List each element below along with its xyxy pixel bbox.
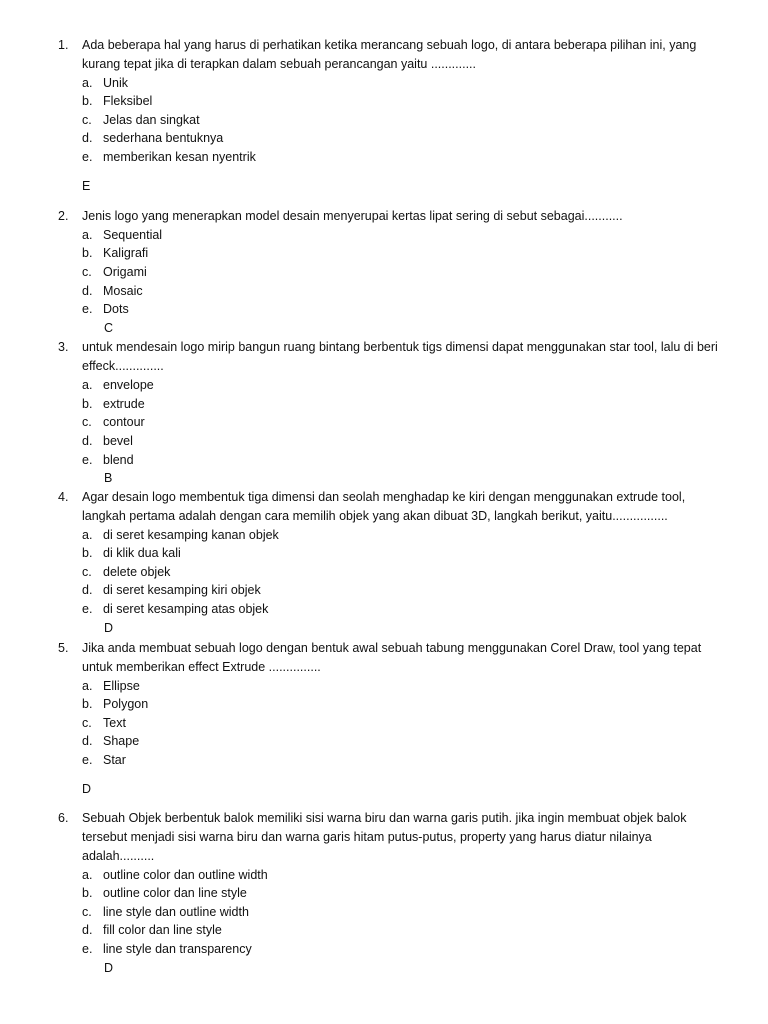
option-text: memberikan kesan nyentrik [103, 150, 256, 164]
option-text: extrude [103, 397, 145, 411]
question-number: 6. [58, 811, 69, 825]
option-letter: d. [82, 434, 93, 448]
answer-key: D [104, 961, 114, 975]
option-letter: a. [82, 679, 93, 693]
option-letter: b. [82, 397, 93, 411]
option-text: Ellipse [103, 679, 140, 693]
question-text-line: tersebut menjadi sisi warna biru dan warna garis hitam putus-putus, property yang harus diatur nilainya [82, 830, 652, 844]
question-text-line: Jenis logo yang menerapkan model desain menyerupai kertas lipat sering di sebut sebagai........... [82, 209, 623, 223]
answer-key: E [82, 179, 91, 193]
option-text: Fleksibel [103, 94, 153, 108]
question-text-line: Sebuah Objek berbentuk balok memiliki sisi warna biru dan warna garis putih. jika ingin membuat objek balok [82, 811, 687, 825]
question-text-line: effeck.............. [82, 359, 164, 373]
option-letter: c. [82, 415, 92, 429]
option-letter: d. [82, 284, 93, 298]
option-letter: e. [82, 602, 93, 616]
question-number: 3. [58, 340, 69, 354]
question-text-line: langkah pertama adalah dengan cara memilih objek yang akan dibuat 3D, langkah berikut, yaitu................ [82, 509, 668, 523]
option-letter: a. [82, 868, 93, 882]
option-text: delete objek [103, 565, 171, 579]
option-letter: b. [82, 246, 93, 260]
option-letter: c. [82, 905, 92, 919]
option-letter: b. [82, 886, 93, 900]
answer-key: D [82, 782, 92, 796]
option-letter: b. [82, 94, 93, 108]
question-text-line: untuk mendesain logo mirip bangun ruang bintang berbentuk tigs dimensi dapat menggunakan star tool, lalu di beri [82, 340, 718, 354]
option-letter: c. [82, 113, 92, 127]
question-text-line: Jika anda membuat sebuah logo dengan bentuk awal sebuah tabung menggunakan Corel Draw, tool yang tepat [82, 641, 702, 655]
option-letter: b. [82, 546, 93, 560]
option-text: Text [103, 716, 126, 730]
option-letter: d. [82, 734, 93, 748]
option-text: outline color dan line style [103, 886, 247, 900]
option-text: Shape [103, 734, 140, 748]
option-letter: d. [82, 131, 93, 145]
option-letter: a. [82, 228, 93, 242]
option-text: di seret kesamping atas objek [103, 602, 269, 616]
option-letter: c. [82, 716, 92, 730]
option-text: bevel [103, 434, 133, 448]
option-letter: a. [82, 528, 93, 542]
option-text: di klik dua kali [103, 546, 181, 560]
question-text-line: adalah.......... [82, 849, 155, 863]
question-text-line: Ada beberapa hal yang harus di perhatikan ketika merancang sebuah logo, di antara beberapa pilihan ini, yang [82, 38, 697, 52]
option-letter: d. [82, 923, 93, 937]
option-letter: d. [82, 583, 93, 597]
option-letter: c. [82, 565, 92, 579]
option-letter: b. [82, 697, 93, 711]
option-text: line style dan transparency [103, 942, 252, 956]
option-text: blend [103, 453, 134, 467]
option-letter: e. [82, 942, 93, 956]
option-letter: a. [82, 378, 93, 392]
option-text: Jelas dan singkat [103, 113, 200, 127]
option-text: Polygon [103, 697, 149, 711]
answer-key: B [104, 471, 113, 485]
option-letter: e. [82, 150, 93, 164]
option-text: fill color dan line style [103, 923, 222, 937]
option-letter: a. [82, 76, 93, 90]
option-text: Origami [103, 265, 147, 279]
option-letter: e. [82, 753, 93, 767]
option-text: sederhana bentuknya [103, 131, 224, 145]
question-number: 2. [58, 209, 69, 223]
option-text: outline color dan outline width [103, 868, 268, 882]
answer-key: D [104, 621, 114, 635]
option-letter: c. [82, 265, 92, 279]
question-number: 5. [58, 641, 69, 655]
option-text: Kaligrafi [103, 246, 149, 260]
option-letter: e. [82, 302, 93, 316]
option-text: line style dan outline width [103, 905, 249, 919]
question-number: 1. [58, 38, 69, 52]
option-text: Mosaic [103, 284, 143, 298]
option-text: Dots [103, 302, 129, 316]
question-text-line: kurang tepat jika di terapkan dalam sebuah perancangan yaitu ............. [82, 57, 476, 71]
option-text: envelope [103, 378, 154, 392]
option-text: Star [103, 753, 126, 767]
option-text: contour [103, 415, 145, 429]
answer-key: C [104, 321, 114, 335]
question-number: 4. [58, 490, 69, 504]
question-text-line: untuk memberikan effect Extrude ............... [82, 660, 321, 674]
option-letter: e. [82, 453, 93, 467]
option-text: di seret kesamping kiri objek [103, 583, 261, 597]
option-text: Sequential [103, 228, 163, 242]
question-text-line: Agar desain logo membentuk tiga dimensi dan seolah menghadap ke kiri dengan menggunakan extrude tool, [82, 490, 686, 504]
option-text: di seret kesamping kanan objek [103, 528, 279, 542]
option-text: Unik [103, 76, 129, 90]
